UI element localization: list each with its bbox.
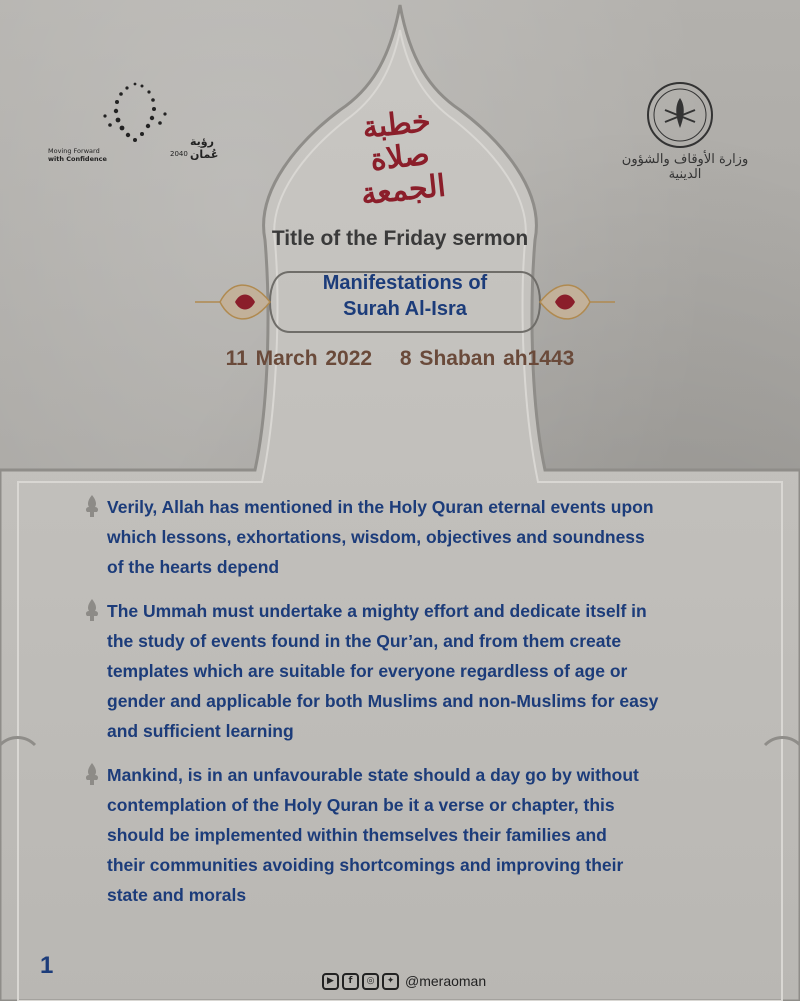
vision-arabic-text: رؤية عُمان: [190, 135, 219, 161]
sermon-point-line: gender and applicable for both Muslims and non-Muslims for easy: [107, 691, 659, 711]
youtube-icon[interactable]: ▶: [322, 973, 339, 990]
vision-tagline-2: with Confidence: [48, 155, 107, 163]
sermon-point: [85, 760, 755, 910]
oman-vision-logo: [40, 80, 219, 170]
flame-bullet-icon: [85, 495, 99, 517]
instagram-icon[interactable]: ◎: [362, 973, 379, 990]
sermon-point-line: The Ummah must undertake a mighty effort and dedicate itself in: [107, 601, 647, 621]
sermon-point-line: their communities avoiding shortcomings and improving their: [107, 855, 624, 875]
sermon-points: [85, 492, 755, 924]
facebook-icon[interactable]: f: [342, 973, 359, 990]
vision-swirl-icon: [80, 80, 190, 150]
friday-sermon-calligraphy: [335, 98, 465, 213]
sermon-point-line: contemplation of the Holy Quran be it a verse or chapter, this: [107, 795, 615, 815]
sermon-point-line: and sufficient learning: [107, 721, 294, 741]
vision-year: 2040: [170, 150, 188, 158]
date-hijri: 8 Shaban ah1443: [399, 347, 575, 370]
vision-tagline-1: Moving Forward: [48, 147, 100, 155]
page-number: 1: [40, 952, 54, 979]
flame-bullet-icon: [85, 599, 99, 621]
sermon-label: Title of the Friday sermon: [271, 227, 529, 250]
sermon-point-line: Verily, Allah has mentioned in the Holy Quran eternal events upon: [107, 497, 654, 517]
sermon-point-line: the study of events found in the Qur’an, and from them create: [107, 631, 622, 651]
ministry-name: وزارة الأوقاف والشؤون الدينية: [621, 152, 749, 182]
sermon-point-line: Mankind, is in an unfavourable state should a day go by without: [107, 765, 639, 785]
khanjar-emblem-icon: [645, 80, 715, 150]
sermon-title-line-1: Manifestations of: [322, 272, 488, 294]
flame-bullet-icon: [85, 763, 99, 785]
sermon-title: [190, 270, 620, 322]
sermon-point-line: should be implemented within themselves their families and: [107, 825, 607, 845]
ministry-logo: [620, 80, 750, 180]
sermon-point-line: templates which are suitable for everyone regardless of age or: [107, 661, 628, 681]
twitter-icon[interactable]: ✦: [382, 973, 399, 990]
sermon-dates: [0, 347, 800, 371]
date-gregorian: 11 March 2022: [225, 347, 373, 370]
sermon-point-line: state and morals: [107, 885, 247, 905]
social-bar: [322, 970, 486, 992]
sermon-point-line: of the hearts depend: [107, 557, 280, 577]
title-banner: [190, 262, 620, 342]
social-handle[interactable]: @meraoman: [405, 973, 487, 989]
calligraphy-text: خطبة صلاة الجمعة: [359, 103, 448, 213]
sermon-point: [85, 596, 755, 746]
sermon-title-line-2: Surah Al-Isra: [343, 298, 467, 320]
sermon-point: [85, 492, 755, 582]
sermon-point-line: which lessons, exhortations, wisdom, objectives and soundness: [107, 527, 645, 547]
